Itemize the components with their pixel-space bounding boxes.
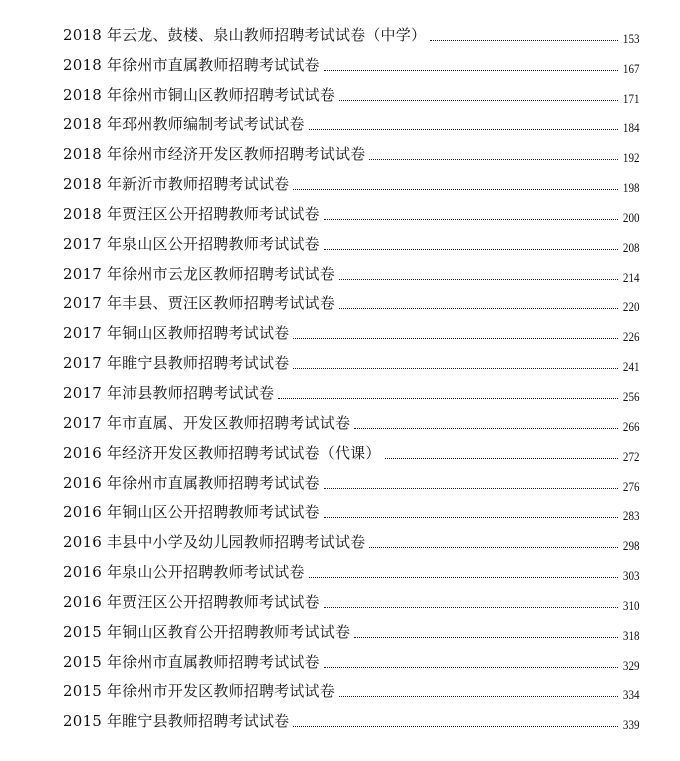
toc-dot-leader bbox=[324, 516, 618, 518]
toc-entry-title: 2018 年徐州市经济开发区教师招聘考试试卷 bbox=[63, 145, 366, 164]
toc-entry-title: 2015 年铜山区教育公开招聘教师考试试卷 bbox=[63, 622, 351, 641]
toc-entry-page: 334 bbox=[622, 687, 639, 703]
toc-entry-title: 2016 年铜山区公开招聘教师考试试卷 bbox=[63, 503, 320, 522]
toc-entry-page: 208 bbox=[622, 239, 639, 255]
toc-entry-page: 220 bbox=[622, 299, 639, 315]
toc-entry-page: 303 bbox=[622, 568, 639, 584]
toc-dot-leader bbox=[293, 188, 617, 190]
toc-entry-title: 2017 年市直属、开发区教师招聘考试试卷 bbox=[63, 413, 351, 432]
toc-entry-page: 283 bbox=[622, 508, 639, 524]
toc-entry[interactable] bbox=[63, 163, 639, 196]
toc-dot-leader bbox=[354, 636, 617, 638]
toc-entry[interactable] bbox=[63, 74, 639, 104]
toc-entry-title: 2015 年徐州市直属教师招聘考试试卷 bbox=[63, 652, 320, 671]
toc-dot-leader bbox=[339, 695, 618, 697]
toc-entry-title: 2017 年铜山区教师招聘考试试卷 bbox=[63, 324, 290, 343]
toc-entry-page: 198 bbox=[622, 180, 639, 196]
toc-entry[interactable] bbox=[63, 700, 639, 733]
toc-entry[interactable] bbox=[63, 581, 639, 611]
toc-entry-title: 2015 年徐州市开发区教师招聘考试试卷 bbox=[63, 682, 335, 701]
toc-dot-leader bbox=[354, 427, 617, 429]
toc-entry[interactable] bbox=[63, 671, 639, 701]
toc-entry[interactable] bbox=[63, 462, 639, 492]
toc-entry-title: 2015 年睢宁县教师招聘考试试卷 bbox=[63, 712, 290, 731]
toc-entry[interactable] bbox=[63, 641, 639, 671]
toc-dot-leader bbox=[339, 99, 618, 101]
toc-entry-title: 2018 年新沂市教师招聘考试试卷 bbox=[63, 175, 290, 194]
toc-entry[interactable] bbox=[63, 611, 639, 641]
toc-dot-leader bbox=[339, 307, 618, 309]
toc-entry-title: 2017 年泉山区公开招聘教师考试试卷 bbox=[63, 234, 320, 253]
toc-entry[interactable] bbox=[63, 133, 639, 166]
toc-entry-title: 2016 年贾汪区公开招聘教师考试试卷 bbox=[63, 592, 320, 611]
toc-entry[interactable] bbox=[63, 253, 639, 283]
toc-entry-title: 2016 丰县中小学及幼儿园教师招聘考试试卷 bbox=[63, 533, 366, 552]
toc-entry-page: 192 bbox=[622, 150, 639, 166]
toc-entry-page: 171 bbox=[622, 90, 639, 106]
toc-entry[interactable] bbox=[63, 551, 639, 584]
toc-dot-leader bbox=[430, 39, 617, 41]
toc-entry-title: 2018 年徐州市直属教师招聘考试试卷 bbox=[63, 55, 320, 74]
toc-entry[interactable] bbox=[63, 223, 639, 253]
toc-dot-leader bbox=[324, 666, 618, 668]
toc-entry-page: 272 bbox=[622, 448, 639, 464]
toc-entry-page: 276 bbox=[622, 478, 639, 494]
toc-entry-page: 310 bbox=[622, 597, 639, 613]
toc-dot-leader bbox=[369, 546, 617, 548]
toc-entry[interactable] bbox=[63, 44, 639, 74]
toc-dot-leader bbox=[278, 397, 617, 399]
toc-entry-page: 241 bbox=[622, 359, 639, 375]
table-of-contents bbox=[63, 14, 639, 733]
toc-entry-title: 2016 年徐州市直属教师招聘考试试卷 bbox=[63, 473, 320, 492]
toc-dot-leader bbox=[293, 337, 617, 339]
toc-dot-leader bbox=[309, 576, 618, 578]
toc-entry[interactable] bbox=[63, 372, 639, 402]
toc-dot-leader bbox=[324, 248, 618, 250]
toc-dot-leader bbox=[324, 606, 618, 608]
toc-dot-leader bbox=[293, 725, 617, 727]
toc-dot-leader bbox=[339, 278, 618, 280]
toc-entry-page: 153 bbox=[622, 30, 639, 46]
toc-entry-page: 329 bbox=[622, 657, 639, 673]
toc-entry-page: 339 bbox=[622, 717, 639, 733]
toc-entry-page: 298 bbox=[622, 538, 639, 554]
toc-entry[interactable] bbox=[63, 402, 639, 432]
toc-dot-leader bbox=[324, 218, 618, 220]
toc-entry[interactable] bbox=[63, 521, 639, 554]
toc-entry[interactable] bbox=[63, 104, 639, 134]
toc-entry[interactable] bbox=[63, 492, 639, 522]
toc-entry-title: 2016 年经济开发区教师招聘考试试卷（代课） bbox=[63, 443, 381, 462]
toc-entry-page: 318 bbox=[622, 627, 639, 643]
toc-entry-page: 200 bbox=[622, 209, 639, 225]
toc-entry-title: 2017 年徐州市云龙区教师招聘考试试卷 bbox=[63, 264, 335, 283]
toc-entry-title: 2017 年丰县、贾汪区教师招聘考试试卷 bbox=[63, 294, 335, 313]
toc-entry-page: 184 bbox=[622, 120, 639, 136]
toc-dot-leader bbox=[324, 69, 618, 71]
toc-entry-title: 2018 年贾汪区公开招聘教师考试试卷 bbox=[63, 204, 320, 223]
toc-dot-leader bbox=[324, 487, 618, 489]
toc-entry[interactable] bbox=[63, 14, 639, 44]
toc-entry-page: 256 bbox=[622, 388, 639, 404]
toc-entry[interactable] bbox=[63, 342, 639, 375]
toc-entry[interactable] bbox=[63, 193, 639, 223]
toc-entry-page: 226 bbox=[622, 329, 639, 345]
toc-entry-title: 2017 年沛县教师招聘考试试卷 bbox=[63, 383, 275, 402]
toc-entry-title: 2016 年泉山公开招聘教师考试试卷 bbox=[63, 563, 305, 582]
toc-entry[interactable] bbox=[63, 283, 639, 313]
toc-entry-title: 2018 年徐州市铜山区教师招聘考试试卷 bbox=[63, 85, 335, 104]
toc-entry-title: 2018 年云龙、鼓楼、泉山教师招聘考试试卷（中学） bbox=[63, 25, 427, 44]
toc-entry-title: 2017 年睢宁县教师招聘考试试卷 bbox=[63, 354, 290, 373]
toc-entry-title: 2018 年邳州教师编制考试考试试卷 bbox=[63, 115, 305, 134]
toc-entry-page: 266 bbox=[622, 418, 639, 434]
toc-entry-page: 167 bbox=[622, 60, 639, 76]
toc-entry[interactable] bbox=[63, 312, 639, 345]
toc-entry[interactable] bbox=[63, 432, 639, 462]
toc-dot-leader bbox=[293, 367, 617, 369]
toc-dot-leader bbox=[369, 158, 617, 160]
toc-entry-page: 214 bbox=[622, 269, 639, 285]
toc-dot-leader bbox=[309, 128, 618, 130]
toc-dot-leader bbox=[385, 457, 618, 459]
